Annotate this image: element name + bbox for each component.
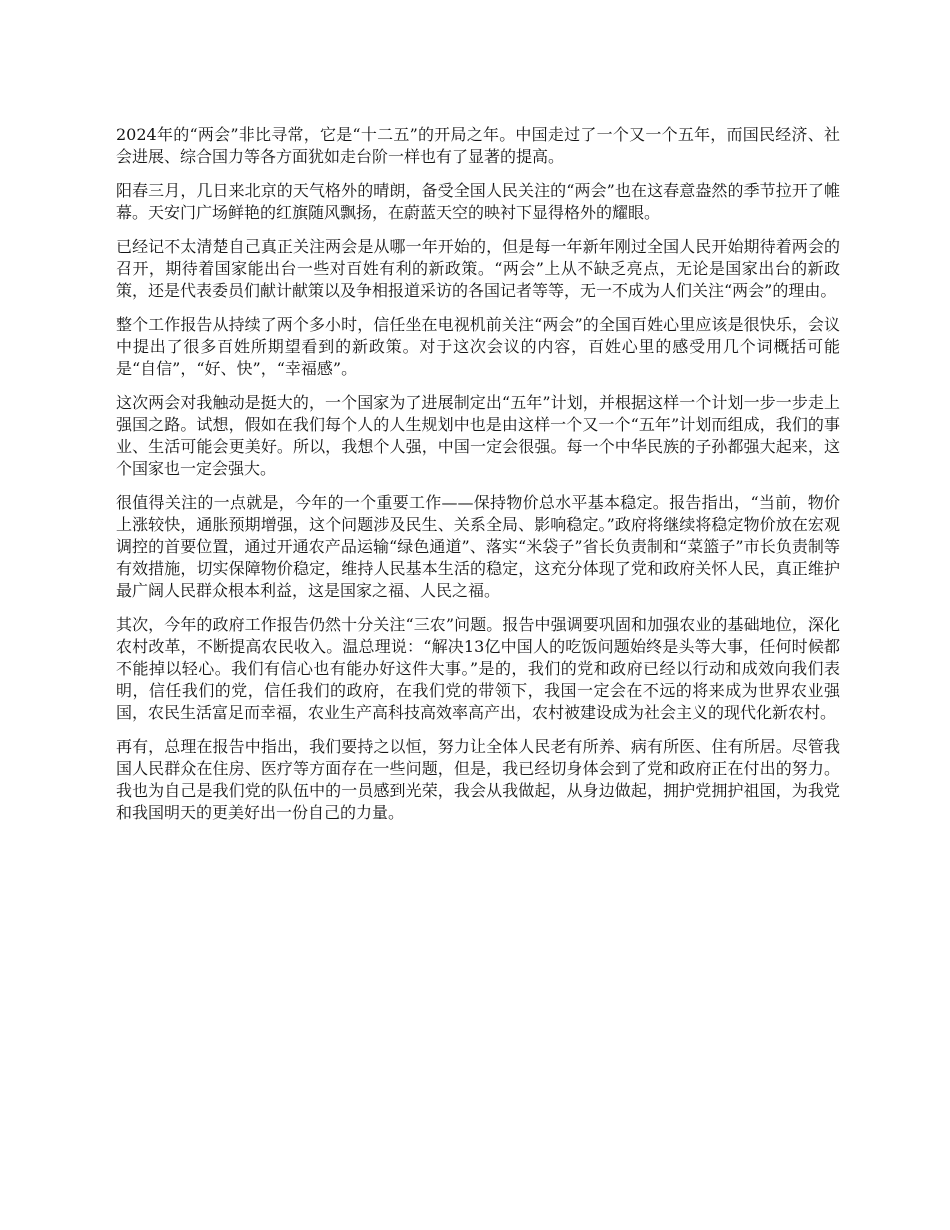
paragraph-8: 再有，总理在报告中指出，我们要持之以恒，努力让全体人民老有所养、病有所医、住有所居。尽管我国人民群众在住房、医疗等方面存在一些问题，但是，我已经切身体会到了党和政府正在付出的努力。我也为自己是我们党的队伍中的一员感到光荣，我会从我做起，从身边做起，拥护党拥护祖国，为我党和我国明天的更美好出一份自己的力量。 — [116, 737, 840, 822]
paragraph-7: 其次，今年的政府工作报告仍然十分关注“三农”问题。报告中强调要巩固和加强农业的基础地位，深化农村改革，不断提高农民收入。温总理说：“解决13亿中国人的吃饭问题始终是头等大事，任何时候都不能掉以轻心。我们有信心也有能办好这件大事。”是的，我们的党和政府已经以行动和成效向我们表明，信任我们的党，信任我们的政府，在我们党的带领下，我国一定会在不远的将来成为世界农业强国，农民生活富足而幸福，农业生产高科技高效率高产出，农村被建设成为社会主义的现代化新农村。 — [116, 615, 840, 722]
paragraph-4: 整个工作报告从持续了两个多小时，信任坐在电视机前关注“两会”的全国百姓心里应该是很快乐，会议中提出了很多百姓所期望看到的新政策。对于这次会议的内容，百姓心里的感受用几个词概括可能是“自信”，“好、快”，“幸福感”。 — [116, 315, 840, 378]
paragraph-5: 这次两会对我触动是挺大的，一个国家为了进展制定出“五年”计划，并根据这样一个计划一步一步走上强国之路。试想，假如在我们每个人的人生规划中也是由这样一个又一个“五年”计划而组成，我们的事业、生活可能会更美好。所以，我想个人强，中国一定会很强。每一个中华民族的子孙都强大起来，这个国家也一定会强大。 — [116, 393, 840, 478]
paragraph-1: 2024年的“两会”非比寻常，它是“十二五”的开局之年。中国走过了一个又一个五年，而国民经济、社会进展、综合国力等各方面犹如走台阶一样也有了显著的提高。 — [116, 125, 840, 166]
paragraph-2: 阳春三月，几日来北京的天气格外的晴朗，备受全国人民关注的“两会”也在这春意盎然的季节拉开了帷幕。天安门广场鲜艳的红旗随风飘扬，在蔚蓝天空的映衬下显得格外的耀眼。 — [116, 181, 840, 222]
paragraph-6: 很值得关注的一点就是，今年的一个重要工作——保持物价总水平基本稳定。报告指出，“当前，物价上涨较快，通胀预期增强，这个问题涉及民生、关系全局、影响稳定。”政府将继续将稳定物价放在宏观调控的首要位置，通过开通农产品运输“绿色通道”、落实“米袋子”省长负责制和“菜篮子”市长负责制等有效措施，切实保障物价稳定，维持人民基本生活的稳定，这充分体现了党和政府关怀人民，真正维护最广阔人民群众根本利益，这是国家之福、人民之福。 — [116, 493, 840, 600]
document-body — [116, 124, 840, 836]
paragraph-3: 已经记不太清楚自己真正关注两会是从哪一年开始的，但是每一年新年刚过全国人民开始期待着两会的召开，期待着国家能出台一些对百姓有利的新政策。“两会”上从不缺乏亮点，无论是国家出台的新政策，还是代表委员们献计献策以及争相报道采访的各国记者等等，无一不成为人们关注“两会”的理由。 — [116, 237, 840, 300]
